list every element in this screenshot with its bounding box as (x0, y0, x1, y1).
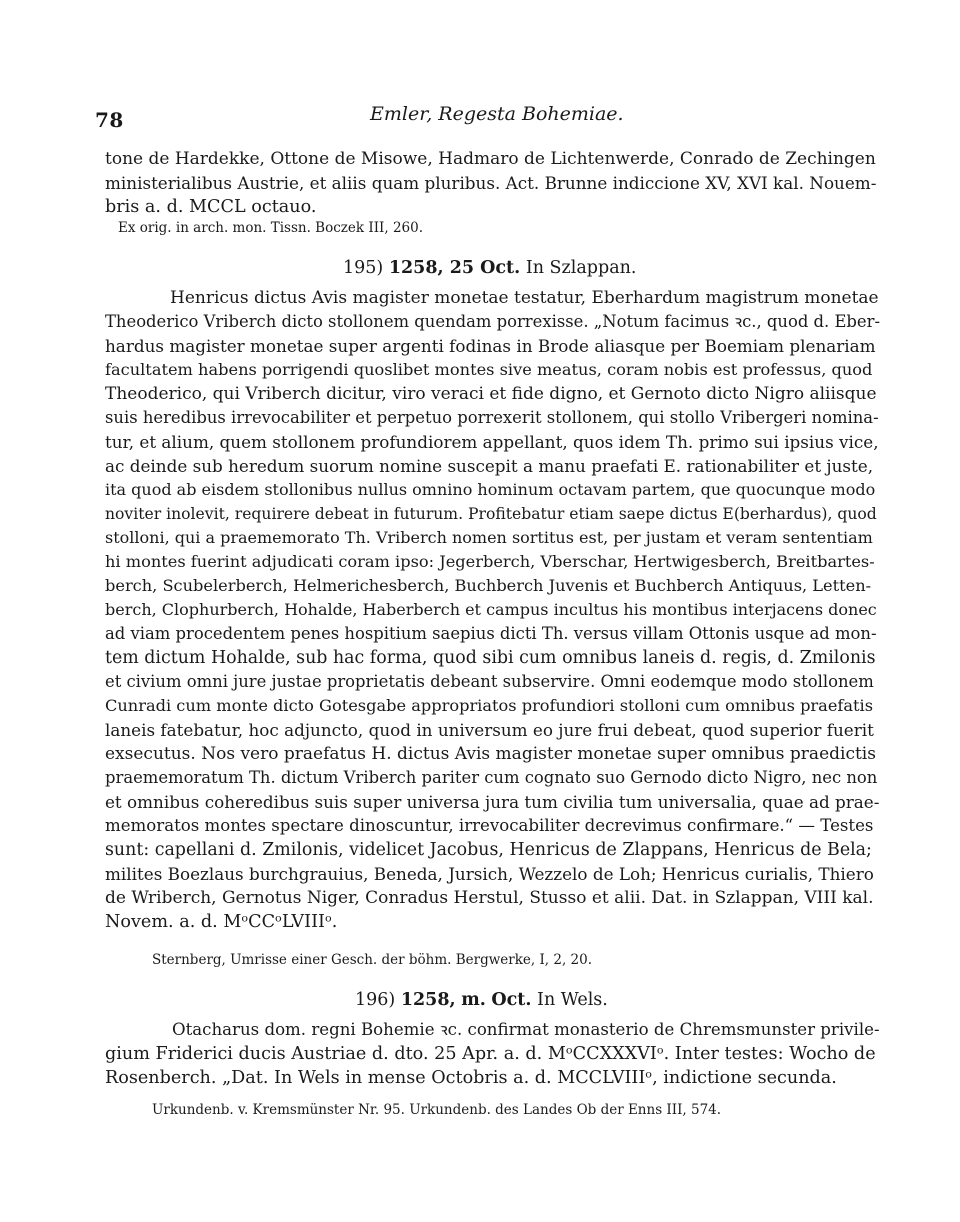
entry-place: In Wels. (537, 990, 608, 1010)
source-citation: Urkundenb. v. Kremsmünster Nr. 95. Urkundenb. des Landes Ob der Enns III, 574. (152, 1102, 722, 1118)
text-line: tur, et alium, quem stollonem profundiorem appellant, quos idem Th. primo sui ipsius vice, (105, 432, 879, 452)
entry-month-prefix: m. (461, 990, 486, 1010)
page-number: 78 (95, 108, 124, 132)
text-line: de Wriberch, Gernotus Niger, Conradus Herstul, Stusso et alii. Dat. in Szlappan, VIII kal. (105, 888, 874, 908)
text-line: ac deinde sub heredum suorum nomine suscepit a manu praefati E. rationabiliter et juste, (105, 456, 874, 476)
source-citation: Sternberg, Umrisse einer Gesch. der böhm. Bergwerke, I, 2, 20. (152, 952, 593, 968)
text-line: bris a. d. MCCL octauo. (105, 197, 317, 217)
text-line: et civium omni jure justae proprietatis debeant subservire. Omni eodemque modo stollonem (105, 672, 874, 691)
text-line: et omnibus coheredibus suis super universa jura tum civilia tum universalia, quae ad prae- (105, 792, 880, 812)
text-line: hardus magister monetae super argenti fodinas in Brode aliasque per Boemiam plenariam (105, 336, 876, 356)
entry-date: 1258, (400, 990, 456, 1010)
text-line: noviter inolevit, requirere debeat in futurum. Profitebatur etiam saepe dictus E(berhardus), quod (105, 505, 877, 523)
text-line: berch, Scubelerberch, Helmerichesberch, Buchberch Juvenis et Buchberch Antiquus, Letten- (105, 576, 872, 595)
running-header (95, 103, 875, 133)
entry-date: 1258, 25 Oct. (388, 258, 521, 278)
text-line: berch, Clophurberch, Hohalde, Haberberch et campus incultus his montibus interjacens donec (105, 600, 877, 619)
text-line: stolloni, qui a praememorato Th. Vriberch nomen sortitus est, per justam et veram sententiam (105, 528, 873, 547)
text-line: milites Boezlaus burchgrauius, Beneda, Jursich, Wezzelo de Loh; Henricus curialis, Thiero (105, 864, 874, 884)
text-line: Cunradi cum monte dicto Gotesgabe appropriatos profundiori stolloni cum omnibus praefatis (105, 696, 874, 715)
text-line: ad viam procedentem penes hospitium saepius dicti Th. versus villam Ottonis usque ad mon- (105, 624, 877, 643)
text-line: Theoderico, qui Vriberch dicitur, viro veraci et fide digno, et Gernoto dicto Nigro aliisque (105, 384, 877, 404)
entry-195-heading (343, 257, 636, 279)
entry-196-heading (355, 989, 608, 1011)
text-line: exsecutus. Nos vero praefatus H. dictus Avis magister monetae super omnibus praedictis (105, 744, 876, 764)
text-line: gium Friderici ducis Austriae d. dto. 25 Apr. a. d. MᵒCCXXXVIᵒ. Inter testes: Wocho de (105, 1044, 876, 1064)
text-line: sunt: capellani d. Zmilonis, videlicet Jacobus, Henricus de Zlappans, Henricus de Bela; (105, 840, 872, 860)
text-line: Novem. a. d. MᵒCCᵒLVIIIᵒ. (105, 912, 338, 932)
text-line: ministerialibus Austrie, et aliis quam pluribus. Act. Brunne indiccione XV, XVI kal. Nouem- (105, 173, 877, 193)
text-line: Henricus dictus Avis magister monetae testatur, Eberhardum magistrum monetae (170, 288, 879, 308)
text-line: hi montes fuerint adjudicati coram ipso: Jegerberch, Vberschar, Hertwigesberch, Breitbartes- (105, 552, 875, 571)
text-line: laneis fatebatur, hoc adjuncto, quod in universum eo jure frui debeat, quod superior fuerit (105, 720, 874, 740)
text-line: tem dictum Hohalde, sub hac forma, quod sibi cum omnibus laneis d. regis, d. Zmilonis (105, 648, 876, 668)
entry-place: In Szlappan. (525, 258, 637, 278)
text-line: Rosenberch. „Dat. In Wels in mense Octobris a. d. MCCLVIIIᵒ, indictione secunda. (105, 1068, 837, 1088)
running-title: Emler, Regesta Bohemiae. (370, 103, 624, 125)
text-line: praememoratum Th. dictum Vriberch pariter cum cognato suo Gernodo dicto Nigro, nec non (105, 768, 878, 787)
text-line: memoratos montes spectare dinoscuntur, irrevocabiliter decrevimus confirmare.“ — Testes (105, 816, 874, 835)
text-line: ita quod ab eisdem stollonibus nullus omnino hominum octavam partem, que quocunque modo (105, 480, 876, 499)
text-line: tone de Hardekke, Ottone de Misowe, Hadmaro de Lichtenwerde, Conrado de Zechingen (105, 149, 876, 169)
text-line: Otacharus dom. regni Bohemie ꝛc. confirmat monasterio de Chremsmunster privile- (172, 1020, 880, 1039)
entry-month: Oct. (491, 990, 532, 1010)
entry-number: 195) (343, 258, 384, 278)
text-line: suis heredibus irrevocabiliter et perpetuo porrexerit stollonem, qui stollo Vribergeri nomina- (105, 408, 879, 427)
source-citation: Ex orig. in arch. mon. Tissn. Boczek III, 260. (118, 220, 424, 236)
text-line: facultatem habens porrigendi quoslibet montes sive meatus, coram nobis est professus, quod (105, 360, 873, 379)
entry-number: 196) (355, 990, 396, 1010)
text-line: Theoderico Vriberch dicto stollonem quendam porrexisse. „Notum facimus ꝛc., quod d. Eber- (105, 312, 880, 331)
